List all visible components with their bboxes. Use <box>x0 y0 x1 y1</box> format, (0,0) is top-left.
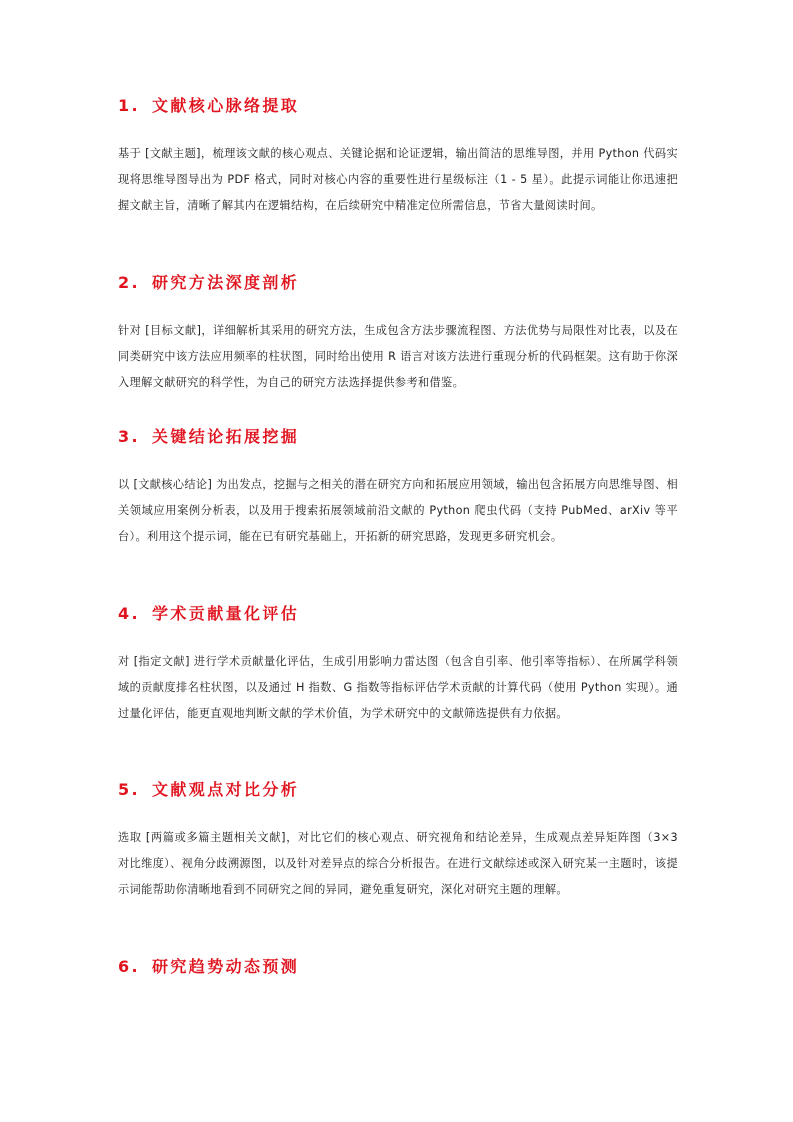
section-number: 4. <box>118 604 141 623</box>
section-body: 针对 [目标文献]，详细解析其采用的研究方法，生成包含方法步骤流程图、方法优势与局限性对比表，以及在同类研究中该方法应用频率的柱状图，同时给出使用 R 语言对该方法进行重现分析的代码框架。这有助于你深入理解文献研究的科学性，为自己的研究方法选择提供参考和借鉴。 <box>118 324 678 389</box>
section-title: 学术贡献量化评估 <box>152 604 300 623</box>
section-body: 选取 [两篇或多篇主题相关文献]，对比它们的核心观点、研究视角和结论差异，生成观点差异矩阵图（3×3 对比维度）、视角分歧溯源图，以及针对差异点的综合分析报告。在进行文献综述或深入研究某一主题时，该提示词能帮助你清晰地看到不同研究之间的异同，避免重复研究，深化对研究主题的理解。 <box>118 831 678 896</box>
section-title: 文献观点对比分析 <box>152 780 300 799</box>
section-heading <box>118 956 678 978</box>
section-title: 研究方法深度剖析 <box>152 273 300 292</box>
section-heading <box>118 95 678 117</box>
section-body: 对 [指定文献] 进行学术贡献量化评估，生成引用影响力雷达图（包含自引率、他引率等指标）、在所属学科领域的贡献度排名柱状图，以及通过 H 指数、G 指数等指标评估学术贡献的计算代码（使用 Python 实现）。通过量化评估，能更直观地判断文献的学术价值，为学术研究中的文献筛选提供有力依据。 <box>118 655 678 720</box>
section-title: 研究趋势动态预测 <box>152 957 300 976</box>
section-heading <box>118 272 678 294</box>
section-number: 3. <box>118 427 141 446</box>
section-title: 文献核心脉络提取 <box>152 96 300 115</box>
section-2 <box>118 272 678 396</box>
section-title: 关键结论拓展挖掘 <box>152 427 300 446</box>
section-1 <box>118 95 678 219</box>
section-3 <box>118 426 678 550</box>
section-6 <box>118 956 678 978</box>
section-heading <box>118 779 678 801</box>
section-5 <box>118 779 678 903</box>
section-number: 5. <box>118 780 141 799</box>
section-number: 6. <box>118 957 141 976</box>
section-4 <box>118 603 678 727</box>
section-heading <box>118 603 678 625</box>
section-number: 2. <box>118 273 141 292</box>
section-number: 1. <box>118 96 141 115</box>
section-body: 以 [文献核心结论] 为出发点，挖掘与之相关的潜在研究方向和拓展应用领域，输出包含拓展方向思维导图、相关领域应用案例分析表，以及用于搜索拓展领域前沿文献的 Python 爬虫代码（支持 PubMed、arXiv 等平台）。利用这个提示词，能在已有研究基础上，开拓新的研究思路，发现更多研究机会。 <box>118 478 678 543</box>
section-heading <box>118 426 678 448</box>
section-body: 基于 [文献主题]，梳理该文献的核心观点、关键论据和论证逻辑，输出简洁的思维导图，并用 Python 代码实现将思维导图导出为 PDF 格式，同时对核心内容的重要性进行星级标注（1 - 5 星）。此提示词能让你迅速把握文献主旨，清晰了解其内在逻辑结构，在后续研究中精准定位所需信息，节省大量阅读时间。 <box>118 147 678 212</box>
